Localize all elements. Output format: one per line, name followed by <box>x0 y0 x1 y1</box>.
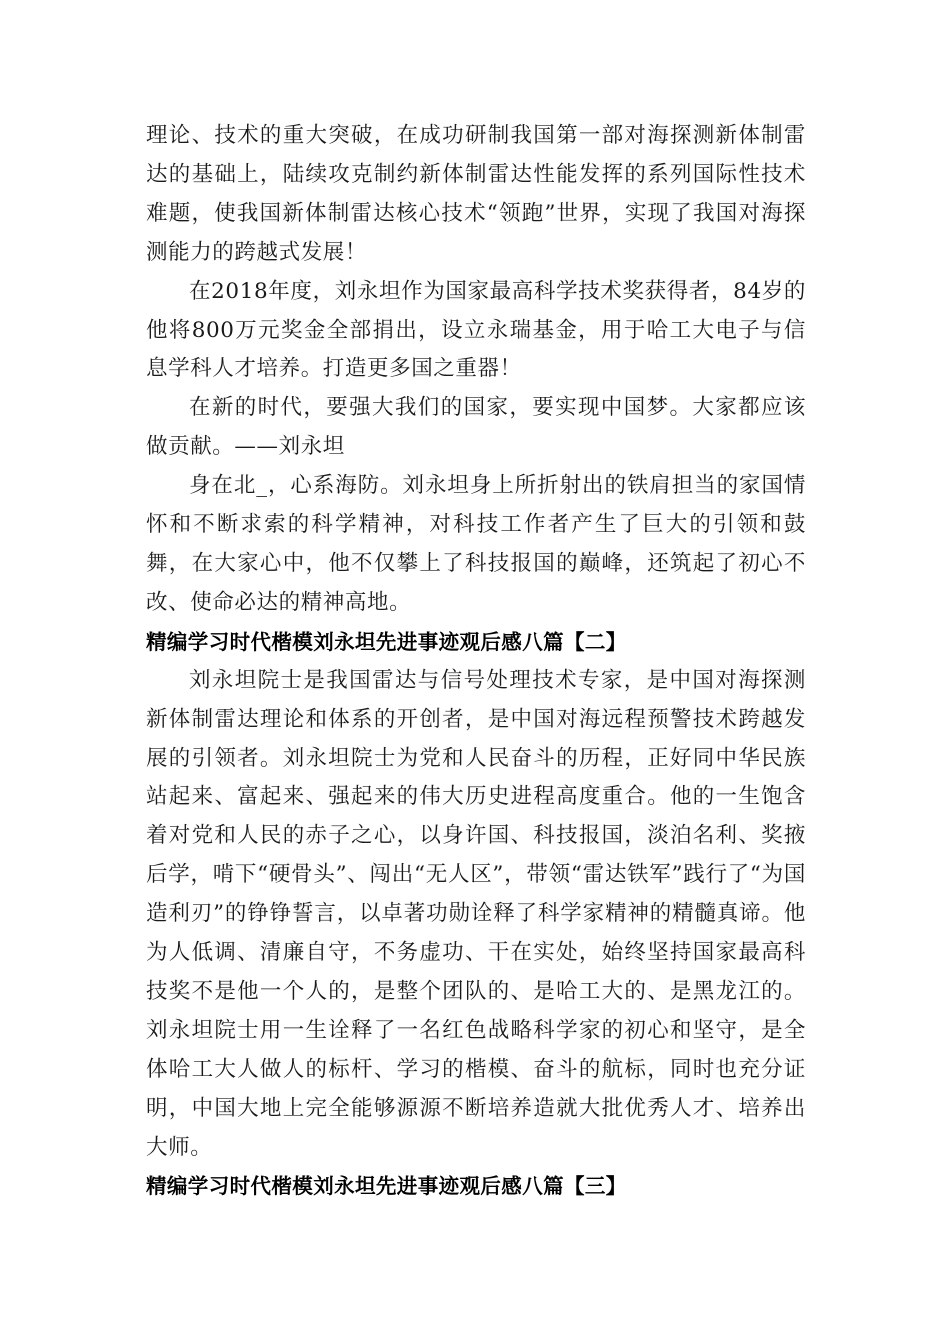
paragraph-1: 理论、技术的重大突破，在成功研制我国第一部对海探测新体制雷达的基础上，陆续攻克制约新体制雷达性能发挥的系列国际性技术难题，使我国新体制雷达核心技术“领跑”世界，实现了我国对海探测能力的跨越式发展！ <box>146 123 806 265</box>
document-page <box>146 117 806 1206</box>
section-heading-2: 精编学习时代楷模刘永坦先进事迹观后感八篇【二】 <box>146 629 627 654</box>
paragraph-5: 刘永坦院士是我国雷达与信号处理技术专家，是中国对海探测新体制雷达理论和体系的开创者，是中国对海远程预警技术跨越发展的引领者。刘永坦院士为党和人民奋斗的历程，正好同中华民族站起来、富起来、强起来的伟大历史进程高度重合。他的一生饱含着对党和人民的赤子之心，以身许国、科技报国，淡泊名利、奖掖后学，啃下“硬骨头”、闯出“无人区”，带领“雷达铁军”践行了“为国造利刃”的铮铮誓言，以卓著功勋诠释了科学家精神的精髓真谛。他为人低调、清廉自守，不务虚功、干在实处，始终坚持国家最高科技奖不是他一个人的，是整个团队的、是哈工大的、是黑龙江的。刘永坦院士用一生诠释了一名红色战略科学家的初心和坚守，是全体哈工大人做人的标杆、学习的楷模、奋斗的航标，同时也充分证明，中国大地上完全能够源源不断培养造就大批优秀人才、培养出大师。 <box>146 667 806 1160</box>
section-heading-3: 精编学习时代楷模刘永坦先进事迹观后感八篇【三】 <box>146 1174 627 1199</box>
paragraph-4: 身在北_，心系海防。刘永坦身上所折射出的铁肩担当的家国情怀和不断求索的科学精神，对科技工作者产生了巨大的引领和鼓舞，在大家心中，他不仅攀上了科技报国的巅峰，还筑起了初心不改、使命必达的精神高地。 <box>146 473 806 615</box>
paragraph-3: 在新的时代，要强大我们的国家，要实现中国梦。大家都应该做贡献。——刘永坦 <box>146 395 806 460</box>
paragraph-2: 在2018年度，刘永坦作为国家最高科学技术奖获得者，84岁的他将800万元奖金全部捐出，设立永瑞基金，用于哈工大电子与信息学科人才培养。打造更多国之重器！ <box>146 278 806 382</box>
